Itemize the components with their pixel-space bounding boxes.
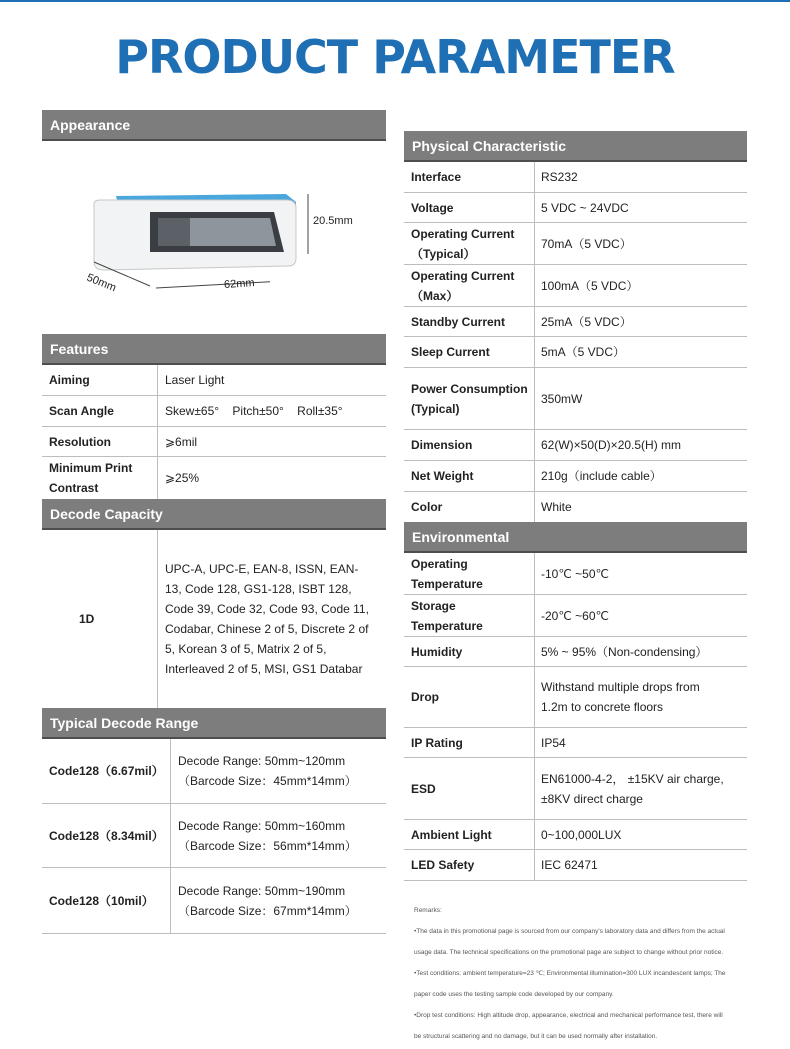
env-row [404,667,747,728]
feature-row-aiming [42,365,386,396]
feature-label: Scan Angle [49,404,114,418]
range-row [42,804,386,868]
env-label: Storage Temperature [411,598,483,633]
physical-label: Power Consumption(Typical) [411,381,528,416]
physical-label: Operating Current（Max） [411,268,515,303]
physical-row [404,368,747,430]
physical-value: 100mA（5 VDC） [541,278,639,293]
decode-capacity-row [42,530,386,708]
env-label: IP Rating [411,735,463,750]
env-row [404,758,747,820]
env-label: Operating Temperature [411,556,483,591]
physical-value: 210g（include cable） [541,469,662,483]
physical-row [404,223,747,265]
env-label: Ambient Light [411,827,492,842]
physical-row [404,492,747,522]
env-label: Drop [411,690,439,704]
decode-capacity-value: UPC-A, UPC-E, EAN-8, ISSN, EAN-13, Code 128, GS1-128, ISBT 128, Code 39, Code 32, Code 93, Code 11, Codabar, Chinese 2 of 5, Discrete 2 of 5, Korean 3 of 5, Matrix 2 of 5, Interleaved 2 of 5, MSI, GS1 Databar [165,562,369,676]
range-row [42,868,386,934]
remarks-line: paper code uses the testing sample code developed by our company. [414,991,614,998]
decode-capacity-header: Decode Capacity [42,499,386,530]
range-size: （Barcode Size：67mm*14mm） [178,903,357,918]
env-row [404,728,747,758]
range-value: Decode Range: 50mm~190mm [178,883,346,898]
physical-label: Operating Current（Typical） [411,226,515,261]
remarks-title: Remarks: [414,907,442,914]
range-divider [170,739,171,934]
physical-value: 350mW [541,391,583,406]
physical-value: 25mA（5 VDC） [541,314,632,329]
physical-value: 70mA（5 VDC） [541,236,632,251]
env-value: 5% ~ 95%（Non-condensing） [541,644,708,659]
env-row [404,850,747,881]
appearance-panel [42,140,386,336]
physical-label: Interface [411,170,462,184]
page-title: PRODUCT PARAMETER [115,30,675,84]
physical-row [404,265,747,307]
features-header: Features [42,334,386,365]
physical-label: Voltage [411,200,454,215]
range-row [42,739,386,804]
env-value: -20℃ ~60℃ [541,608,609,623]
env-value: EN61000-4-2， ±15KV air charge,±8KV direct charge [541,771,724,806]
environmental-header: Environmental [404,522,747,553]
env-divider [534,553,535,881]
physical-value: RS232 [541,170,578,184]
feature-label: Resolution [49,434,111,449]
remarks-line: usage data. The technical specifications on the promotional page are subject to change without prior notice. [414,949,724,956]
env-row [404,820,747,850]
remarks-line: •The data in this promotional page is sourced from our company's laboratory data and differs from the actual [414,928,725,935]
env-value: IP54 [541,735,566,750]
physical-label: Color [411,500,443,514]
height-dimension-label: 20.5mm [313,215,353,227]
range-value: Decode Range: 50mm~160mm [178,818,346,833]
range-label: Code128（10mil） [49,893,154,908]
env-label: LED Safety [411,858,475,872]
physical-row [404,430,747,461]
env-label: Humidity [411,644,463,659]
env-value: 0~100,000LUX [541,827,622,842]
depth-dimension-label: 50mm [84,271,118,295]
feature-label: Aiming [49,373,90,387]
feature-value: ⩾25% [165,471,200,485]
physical-label: Net Weight [411,469,474,483]
physical-row [404,337,747,368]
feature-row-scan-angle [42,396,386,427]
env-value: -10℃ ~50℃ [541,566,609,581]
feature-row-resolution [42,427,386,457]
feature-value: Skew±65° Pitch±50° Roll±35° [165,404,343,418]
env-value: IEC 62471 [541,858,598,872]
physical-row [404,162,747,193]
physical-label: Sleep Current [411,345,490,359]
physical-label: Dimension [411,438,473,452]
range-value: Decode Range: 50mm~120mm [178,754,346,768]
remarks [414,900,749,1047]
physical-value: 5 VDC ~ 24VDC [541,200,629,215]
features-divider [157,365,158,499]
remarks-line: •Drop test conditions: High altitude drop, appearance, electrical and mechanical performance test, there will [414,1012,723,1019]
range-size: （Barcode Size：56mm*14mm） [178,838,357,853]
physical-row [404,193,747,223]
env-label: ESD [411,781,436,796]
env-row [404,637,747,667]
physical-value: 5mA（5 VDC） [541,345,626,359]
range-label: Code128（8.34mil） [49,828,164,843]
appearance-header: Appearance [42,110,386,141]
physical-divider [534,162,535,522]
typical-range-header: Typical Decode Range [42,708,386,739]
physical-value: 62(W)×50(D)×20.5(H) mm [541,438,682,452]
range-size: （Barcode Size：45mm*14mm） [178,774,357,788]
decode-capacity-label: 1D [79,612,95,626]
remarks-line: be structural scattering and no damage, but it can be used normally after installation. [414,1033,658,1040]
feature-row-contrast [42,457,386,499]
physical-row [404,307,747,337]
feature-value: Laser Light [165,373,225,387]
env-row [404,553,747,595]
physical-row [404,461,747,492]
physical-value: White [541,500,572,514]
remarks-line: •Test conditions: ambient temperature=23 ℃; Environmental illumination=300 LUX incandescent lamps; The [414,970,726,977]
width-dimension-label: 62mm [223,276,255,292]
range-label: Code128（6.67mil） [49,764,164,778]
env-value: Withstand multiple drops from 1.2m to concrete floors [541,680,700,714]
feature-label: Minimum Print Contrast [49,461,133,495]
env-row [404,595,747,637]
decode-divider [157,530,158,708]
physical-label: Standby Current [411,314,506,329]
physical-header: Physical Characteristic [404,131,747,162]
top-accent-line [0,0,790,2]
feature-value: ⩾6mil [165,434,198,449]
